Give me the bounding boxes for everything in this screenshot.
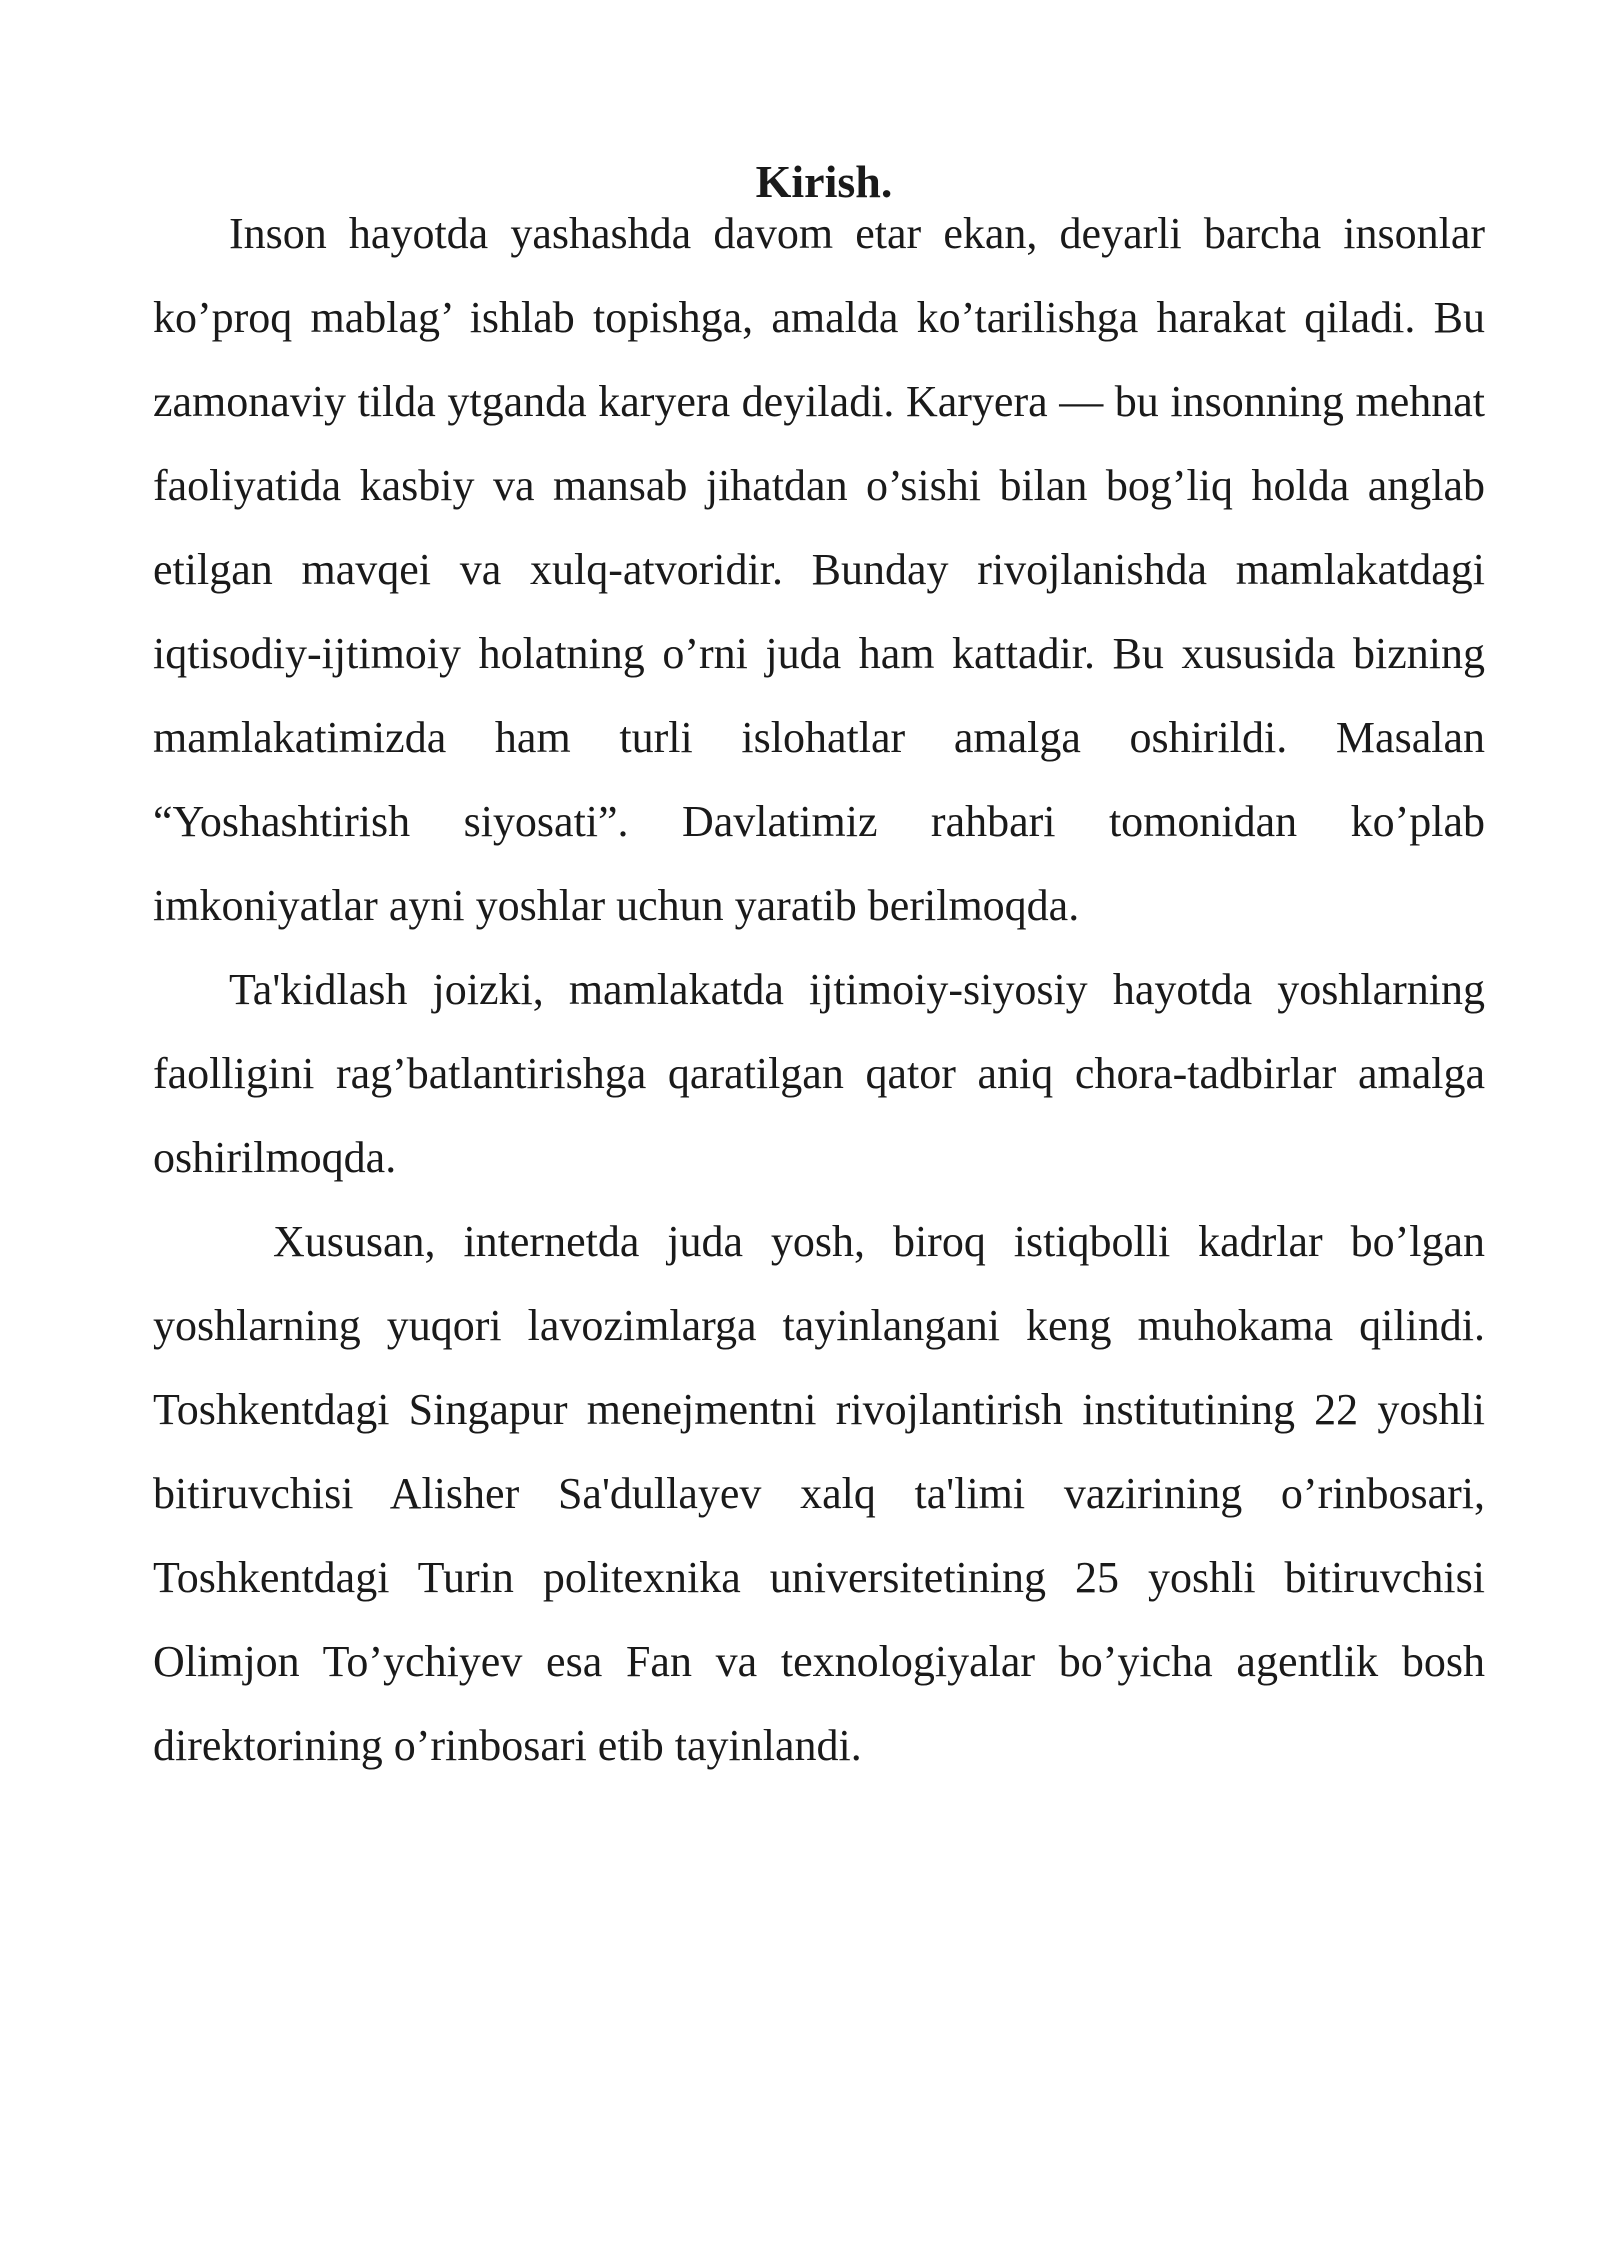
- page-title: Kirish.: [755, 156, 893, 207]
- document-page: [153, 150, 1485, 1788]
- paragraph-intro: Inson hayotda yashashda davom etar ekan, deyarli barcha insonlar ko’proq mablag’ ishlab topishga, amalda ko’tarilishga harakat qiladi. Bu zamonaviy tilda ytganda karyera deyiladi. Karyera — bu insonning mehnat faoliyatida kasbiy va mansab jihatdan o’sishi bilan bog’liq holda anglab etilgan mavqei va xulq-atvoridir. Bunday rivojlanishda mamlakatdagi iqtisodiy-ijtimoiy holatning o’rni juda ham kattadir. Bu xususida bizning mamlakatimizda ham turli islohatlar amalga oshirildi. Masalan “Yoshashtirish siyosati”. Davlatimiz rahbari tomonidan ko’plab imkoniyatlar ayni yoshlar uchun yaratib berilmoqda.: [153, 209, 1485, 930]
- paragraph-youth-activity: Ta'kidlash joizki, mamlakatda ijtimoiy-siyosiy hayotda yoshlarning faolligini rag’batlantirishga qaratilgan qator aniq chora-tadbirlar amalga oshirilmoqda.: [153, 965, 1485, 1182]
- paragraph-appointments: Xususan, internetda juda yosh, biroq istiqbolli kadrlar bo’lgan yoshlarning yuqori lavozimlarga tayinlangani keng muhokama qilindi. Toshkentdagi Singapur menejmentni rivojlantirish institutining 22 yoshli bitiruvchisi Alisher Sa'dullayev xalq ta'limi vazirining o’rinbosari, Toshkentdagi Turin politexnika universitetining 25 yoshli bitiruvchisi Olimjon To’ychiyev esa Fan va texnologiyalar bo’yicha agentlik bosh direktorining o’rinbosari etib tayinlandi.: [153, 1217, 1485, 1770]
